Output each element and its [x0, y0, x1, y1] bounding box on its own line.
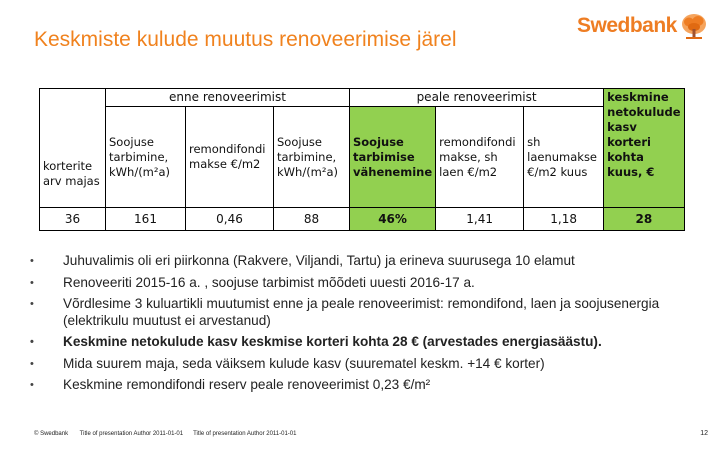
- header-heat-reduction: Soojuse tarbimise vähenemine: [350, 107, 436, 208]
- cell-fund-after: 1,41: [436, 208, 524, 231]
- header-after-renovation: peale renoveerimist: [350, 89, 604, 107]
- cell-cost-increase: 28: [604, 208, 684, 231]
- cell-apartments: 36: [40, 208, 106, 231]
- oak-tree-icon: [680, 12, 708, 40]
- list-item: • Mida suurem maja, seda väiksem kulude kasv (suurematel keskm. +14 € korter): [30, 355, 545, 371]
- page-number: 12: [700, 430, 708, 437]
- bullet-icon: •: [30, 336, 34, 348]
- header-loan: sh laenumakse €/m2 kuus: [524, 107, 604, 208]
- cell-heat-after: 88: [274, 208, 350, 231]
- list-item: • Juhuvalimis oli eri piirkonna (Rakvere, Viljandi, Tartu) ja erineva suurusega 10 elamut: [30, 253, 575, 268]
- bullet-icon: •: [30, 379, 34, 391]
- cell-loan: 1,18: [524, 208, 604, 231]
- header-cost-increase: keskmine netokulude kasv korteri kohta kuus, €: [604, 89, 684, 208]
- footer-copyright: © Swedbank: [34, 431, 69, 437]
- footer-meta-2: Title of presentation Author 2011-01-01: [193, 431, 297, 437]
- header-heat-after: Soojuse tarbimine, kWh/(m²a): [274, 107, 350, 208]
- logo-wordmark: Swedbank: [577, 14, 677, 37]
- list-item: • Keskmine remondifondi reserv peale renoveerimist 0,23 €/m²: [30, 377, 431, 392]
- header-before-renovation: enne renoveerimist: [106, 89, 350, 107]
- header-heat-before: Soojuse tarbimine, kWh/(m²a): [106, 107, 186, 208]
- bullet-icon: •: [30, 298, 34, 310]
- table-row: [40, 208, 685, 231]
- footer-meta-1: Title of presentation Author 2011-01-01: [79, 431, 184, 437]
- cell-fund-before: 0,46: [186, 208, 274, 231]
- header-apartments-cell: korterite arv majas: [40, 89, 106, 208]
- header-fund-after: remondifondi makse, sh laen €/m2: [436, 107, 524, 208]
- bullet-list: [30, 253, 700, 399]
- cost-comparison-table: [39, 88, 685, 231]
- footer: [34, 431, 306, 437]
- bullet-icon: •: [30, 276, 34, 289]
- bullet-icon: •: [30, 255, 34, 267]
- swedbank-logo: [577, 12, 709, 42]
- list-item: • Võrdlesime 3 kuluartikli muutumist enne ja peale renoveerimist: remondifond, laen ja soojusenergia (elektrikulu muutust ei arvestanud): [30, 296, 660, 328]
- header-fund-before: remondifondi makse €/m2: [186, 107, 274, 208]
- cell-heat-before: 161: [106, 208, 186, 231]
- cell-heat-reduction: 46%: [350, 208, 436, 231]
- bullet-icon: •: [30, 357, 34, 370]
- list-item-highlight: • Keskmine netokulude kasv keskmise korteri kohta 28 € (arvestades energiasäästu).: [30, 334, 602, 349]
- list-item: • Renoveeriti 2015-16 a. , soojuse tarbimist mõõdeti uuesti 2016-17 a.: [30, 274, 475, 290]
- slide-title: Keskmiste kulude muutus renoveerimise järel: [34, 28, 457, 51]
